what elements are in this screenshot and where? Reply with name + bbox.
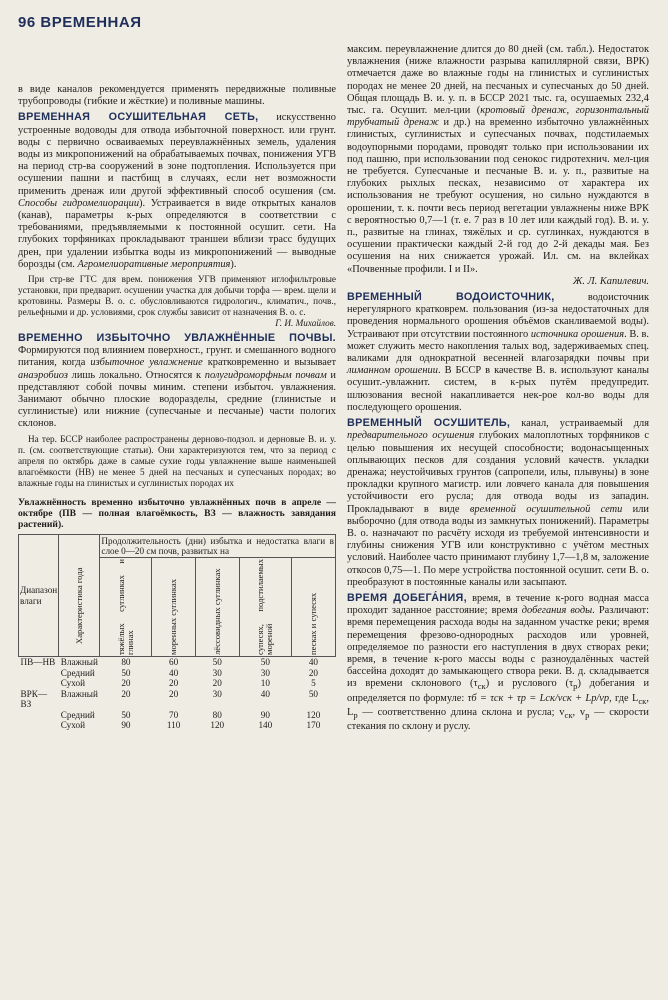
column-header: песках и супесях: [291, 558, 335, 657]
value-cell: 120: [210, 719, 225, 730]
table-row: [19, 678, 336, 688]
left-column: [18, 84, 336, 730]
value-cell: 50: [260, 657, 270, 668]
cross-reference-link[interactable]: полугидроморфным почвам: [204, 369, 327, 381]
value-cell: 50: [212, 657, 222, 668]
article-heading: ВРЕМЕННАЯ ОСУШИТЕЛЬНАЯ СЕТЬ,: [18, 111, 259, 124]
value-cell: 40: [260, 688, 270, 699]
value-cell: 140: [258, 719, 273, 730]
carry-over-text: максим. переувлажнение длится до 80 дней (см. табл.). Недостаток увлажнения (ниже влажности разрыва капиллярной связи, ВРК) отмечается даже во влажные годы на глинистых и суглинистых породах не менее 20 дней, на песчаных и супесчаных до 50 дней. Общая площадь В. и. у. п. в БССР 2021 тыс. га, осушаемых 232,4 тыс. га. Осушит. мел-ции (кротовый дренаж, горизонтальный трубчатый дренаж и др.) на временно избыточно увлажнённых глинистых, суглинистых и супесчаных почвах, подстилаемых водоупорными породами, проводят только при использовании их под пашню, при использовании под сенокос гидротехнич. мел-ция не требуется. Супесчаные и песчаные В. и. у. п., развитые на глубоких рыхлых песках, независимо от характера их использования не требуют осушения, но сильно нуждаются в орошении, т. к. почти весь период вегетации увлажнены ниже ВРК с вероятностью 0,7—1 (т. е. 7 раз в 10 лет или каждый год). В. и. у. п., развитые на глинах, тяжёлых и ср. суглинках, нуждаются в осушении практически каждый 2-й год до 2-й декады мая. Без осушения на них снижается урожай. Ил. см. на вклейках «Почвенные профили. I и II». Ж. Л. Капилевич.: [347, 44, 649, 287]
article-vremenno-izbytochno-pochvy: ВРЕМЕННО ИЗБЫТОЧНО УВЛАЖНЁННЫЕ ПОЧВЫ. Формируются под влиянием поверхност., грунт. и смешанного водного питания, когда избыточное увлажнение кратковременно и вызывает анаэробиоз лишь локально. Относятся к полугидроморфным почвам и представляют собой почвы миним. степени избыточ. увлажнения. Занимают обычно плоские водоразделы, средние (глинистые и суглинистые) или нижние (супесчаные и песчаные) части пологих склонов.: [18, 332, 337, 430]
table-row: [19, 668, 336, 678]
cross-reference-link[interactable]: источника орошения: [530, 328, 625, 340]
value-cell: 80: [121, 657, 131, 668]
article-heading: ВРЕМЕННЫЙ ОСУШИТЕЛЬ,: [347, 417, 511, 430]
cross-reference-link[interactable]: Агромелиоративные мероприятия: [77, 258, 231, 270]
value-cell: 20: [308, 667, 319, 678]
column-header: лёссовидных суглинках: [195, 558, 239, 657]
value-cell: 20: [168, 688, 179, 699]
header-range: Диапазон влаги: [19, 534, 59, 657]
article-heading: ВРЕМЕННО ИЗБЫТОЧНО УВЛАЖНЁННЫЕ ПОЧВЫ.: [18, 332, 336, 345]
right-column: [347, 44, 649, 736]
value-cell: 40: [168, 667, 179, 678]
article-heading: ВРЕМЯ ДОБЕГА́НИЯ,: [347, 591, 467, 604]
year-cell: Сухой: [60, 719, 85, 730]
table-row: [19, 720, 336, 730]
table-row: [19, 657, 336, 668]
table-row: [19, 710, 336, 720]
article-note: На тер. БССР наиболее распространены дерново-подзол. и дерновые В. и. у. п. (см. соответствующие статьи). Они характеризуются тем, что за период с апреля по октябрь даже в самые сухие годы увлажнение выше наименьшей влагоёмкости (НВ) не менее 5 дней на песчаных и супесчаных породах; во влажные годы на глинистых и суглинистых породах их: [18, 433, 336, 488]
range-cell: [19, 678, 59, 688]
year-cell: Сухой: [60, 678, 85, 689]
value-cell: 50: [308, 688, 319, 699]
range-cell: [19, 710, 59, 720]
page-header: [18, 14, 141, 31]
year-cell: Средний: [60, 667, 95, 678]
header-main: Продолжительность (дни) избытка и недостатка влаги в слое 0—20 см почв, развитых на: [101, 535, 334, 557]
column-header: супесях, подстилаемых мореной: [239, 558, 291, 657]
table-row: [19, 689, 336, 710]
cross-reference-link[interactable]: Способы гидромелиорации: [18, 197, 140, 209]
value-cell: 40: [308, 657, 319, 668]
value-cell: 70: [168, 709, 179, 720]
value-cell: 20: [121, 688, 131, 699]
moisture-table: [18, 534, 336, 731]
year-cell: Влажный: [60, 657, 98, 668]
value-cell: 5: [311, 678, 316, 689]
article-author: Г. И. Михайлов.: [275, 318, 336, 329]
cross-reference-link[interactable]: кротовый дренаж, горизонтальный трубчатый дренаж: [347, 105, 649, 129]
article-vremennyy-osushitel: ВРЕМЕННЫЙ ОСУШИТЕЛЬ, канал, устраиваемый для предварительного осушения глубоких малоплотных торфяников с целью повышения их несущей способности; водонасыщенных оплывающих песков для создания условий качеств. укладки дренажа; неустойчивых грунтов (сапропели, илы, плывуны) в зоне прокладки крупного магистр. или ловчего канала для повышения устойчивости его русла; для отвода воды из западин. Прокладывают в виде временной осушительной сети или выборочно (для отвода воды из замкнутых понижений). Параметры В. о. назначают по расчёту исходя из требуемой интенсивности и глубины снижения УГВ или конструктивно с учётом местных условий. Наиболее часто принимают глубину 1,7—1,8 м, заложение откосов 0,75—1. По мере устройства постоянной осушит. сети В. о. преобразуют в постоянные каналы или засыпают.: [347, 417, 649, 588]
value-cell: 20: [212, 678, 222, 689]
article-vremennaya-osushitelnaya-set: ВРЕМЕННАЯ ОСУШИТЕЛЬНАЯ СЕТЬ, искусственно устроенные водоводы для отвода избыточной поверхност. или грунт. воды с первично осваиваемых переувлажнённых земель, удаления воды из микропонижений на обрабатываемых почвах, понижения УГВ на период стр-ва сооружений в зоне подтопления. Используется при осушении пашни и пастбищ в случаях, если нет возможности применить дренаж или другой эффективный способ осушения (см. Способы гидромелиорации). Устраивается в виде открытых каналов (канав), параметры к-рых определяются в соответствии с требованиями, предъявляемыми к постоянной осушит. сети. На глубоких торфяниках прокладывают траншеи вблизи трасс будущих дрен, при удалении избытка воды из микропонижений — выводные борозды (см. Агромелиоративные мероприятия).: [18, 111, 336, 270]
article-author: Ж. Л. Капилевич.: [572, 275, 649, 287]
column-header: моренных суглинках: [152, 558, 195, 657]
article-vremya-dobeganiya: ВРЕМЯ ДОБЕГА́НИЯ, время, в течение к-рого водная масса проходит заданное расстояние; время добегания воды. Различают: время перемещения расхода воды на заданном участке реки; время перемещения фрезово-однородных расходов или уровней, определяемое по разности его наступления в двух створах реки; время, в течение к-рого массы воды с разноудалённых частей бассейна доходят до замыкающего створа реки. В. д. складывается из времени склонового $(\tau_{ск})$ и руслового $(\tau_р)$ добегания и определяется по формуле: τб = τск + τр = Lск/vск + Lр/vр, где $L_{ск}$, $L_р$ — соответственно длина склона и русла; $v_{ск}$, $v_р$ — скорости стекания по склону и руслу.: [347, 591, 650, 733]
article-heading: ВРЕМЕННЫЙ ВОДОИСТОЧНИК,: [347, 291, 555, 304]
value-cell: 30: [212, 667, 222, 678]
value-cell: 20: [121, 678, 131, 689]
cross-reference-link[interactable]: лиманном орошении: [347, 365, 438, 377]
page-number: 96: [18, 14, 36, 31]
value-cell: 120: [306, 709, 321, 720]
value-cell: 60: [168, 657, 179, 668]
range-cell: [19, 720, 59, 730]
running-head: ВРЕМЕННАЯ: [40, 14, 142, 31]
article-vremennyy-vodoistochnik: ВРЕМЕННЫЙ ВОДОИСТОЧНИК, водоисточник нерегулярного кратковрем. пользования (из-за недостаточных для проведения нормального орошения объёмов сканливаемой воды). Устраивают при отсутствии постоянного источника орошения. В. в. может служить место накопления талых вод, задерживаемых спец. валиками для однократной весенней влагозарядки почвы при лиманном орошении. В БССР в качестве В. в. используют каналы осушит.-увлажнит. систем, в к-рых путём предупредит. шлюзования весной накапливается нек-рое кол-во воды для последующего орошения.: [347, 291, 650, 413]
value-cell: 10: [260, 678, 270, 689]
value-cell: 110: [166, 719, 181, 730]
value-cell: 170: [306, 719, 321, 730]
value-cell: 90: [121, 719, 131, 730]
year-cell: Влажный: [60, 688, 98, 699]
range-cell: [19, 668, 59, 678]
value-cell: 90: [260, 709, 270, 720]
header-year: Характеристика года: [59, 534, 100, 657]
range-cell: ВРК—ВЗ: [20, 688, 48, 710]
value-cell: 30: [212, 688, 222, 699]
article-note: При стр-ве ГТС для врем. понижения УГВ применяют иглофильтровые установки, при предварит. осушении участка для добычи торфа — врем. щели и кротовины. Размеры В. о. с. обусловливаются гидрологич., климатич., почв., рельефными и др. условиями, срок службы зависит от назначения В. о. с. Г. И. Михайлов.: [18, 274, 336, 329]
value-cell: 50: [121, 709, 131, 720]
range-cell: ПВ—НВ: [20, 657, 56, 668]
carry-over-text: в виде каналов рекомендуется применять передвижные поливные трубопроводы (гибкие и жёсткие) и поливные машины.: [18, 84, 336, 108]
table-title: Увлажнённость временно избыточно увлажнённых почв в апреле — октябре (ПВ — полная влагоёмкость, ВЗ — влажность завядания растений).: [18, 496, 336, 530]
value-cell: 50: [121, 667, 131, 678]
cross-reference-link[interactable]: анаэробиоз: [18, 369, 68, 381]
value-cell: 30: [260, 667, 270, 678]
cross-reference-link[interactable]: предварительного осушения: [347, 430, 475, 442]
year-cell: Средний: [60, 709, 95, 720]
cross-reference-link[interactable]: временной осушительной сети: [469, 503, 623, 515]
value-cell: 80: [212, 709, 222, 720]
column-header: тяжёлых суглинках и глинах: [100, 558, 152, 657]
formula: τб = τск + τр = Lск/vск + Lр/vр,: [467, 692, 612, 704]
value-cell: 20: [168, 678, 179, 689]
